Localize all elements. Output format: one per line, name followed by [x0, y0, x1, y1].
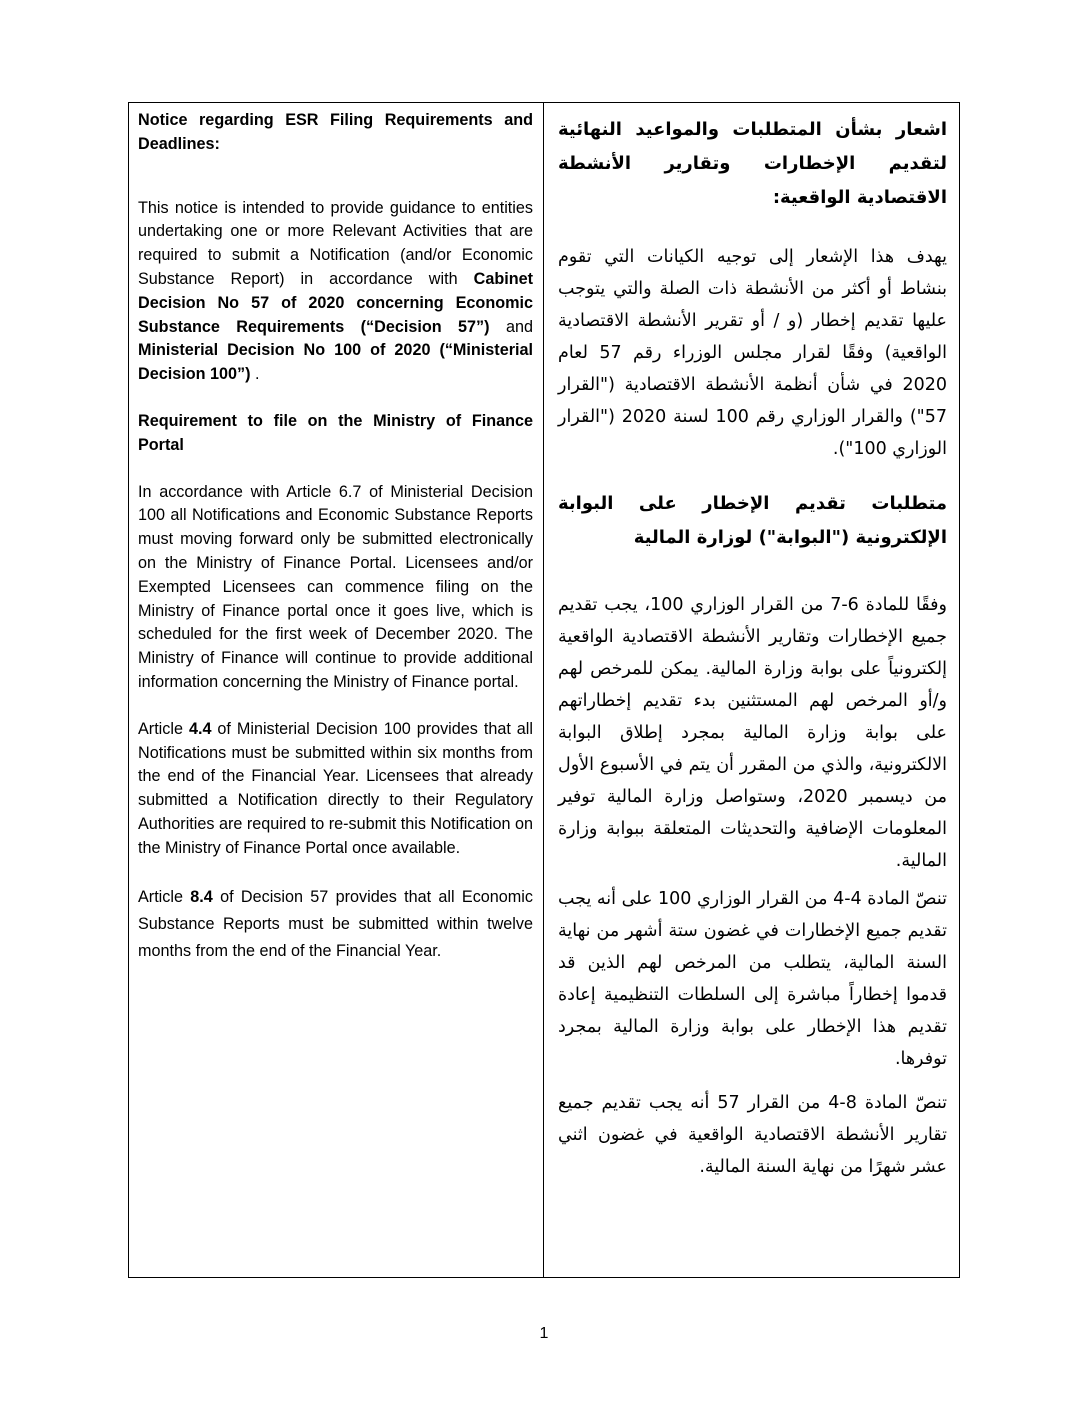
intro-text-2: and	[489, 317, 533, 336]
english-heading: Notice regarding ESR Filing Requirements and Deadlines:	[138, 111, 533, 153]
arabic-article-8-4-paragraph: تنصّ المادة 8-4 من القرار 57 أنه يجب تقديم جميع تقارير الأنشطة الاقتصادية الواقعية في غضون اثني عشر شهرًا من نهاية السنة المالية.	[558, 1093, 947, 1177]
arabic-portal-heading: متطلبات تقديم الإخطار على البوابة الإلكترونية ("البوابة") لوزارة المالية	[558, 493, 947, 548]
article-84-text-2: of Decision 57 provides that all Economic Substance Reports must be submitted within twelve months from the end of the Financial Year.	[138, 887, 533, 960]
english-article-8-4-paragraph	[138, 884, 533, 965]
arabic-article-4-4-paragraph: تنصّ المادة 4-4 من القرار الوزاري 100 على أنه يجب تقديم جميع الإخطارات في غضون ستة أشهر من نهاية السنة المالية، يتطلب من المرخص لهم الذين قد قدموا إخطاراً مباشرة إلى السلطات التنظيمية إعادة تقديم هذا الإخطار على بوابة وزارة المالية بمجرد توفرها.	[558, 889, 947, 1069]
intro-bold-decision-100: Ministerial Decision No 100 of 2020 (“Ministerial Decision 100”)	[138, 341, 533, 384]
page-number: 1	[539, 1325, 549, 1342]
arabic-column	[544, 103, 959, 1277]
english-article-4-4-paragraph	[138, 718, 533, 861]
article-44-text-2: of Ministerial Decision 100 provides that all Notifications must be submitted within six months from the end of the Financial Year. Licensees that already submitted a Notification directly to their Regulatory Authorities are required to re-submit this Notification on the Ministry of Finance Portal once available.	[138, 719, 533, 857]
article-84-bold-number: 8.4	[190, 887, 213, 906]
english-portal-heading: Requirement to file on the Ministry of Finance Portal	[138, 411, 533, 454]
article-44-bold-number: 4.4	[188, 719, 212, 738]
english-intro-paragraph	[138, 197, 533, 387]
arabic-heading: اشعار بشأن المتطلبات والمواعيد النهائية لتقديم الإخطارات وتقارير الأنشطة الاقتصادية الواقعية:	[558, 119, 947, 208]
arabic-portal-paragraph: وفقًا للمادة 6-7 من القرار الوزاري 100، يجب تقديم جميع الإخطارات وتقارير الأنشطة الاقتصادية الواقعية إلكترونياً على بوابة وزارة المالية. يمكن للمرخص لهم و/أو المرخص لهم المستثنين بدء تقديم إخطاراتهم على بوابة وزارة المالية بمجرد إطلاق البوابة الالكترونية، والذي من المقرر أن يتم في الأسبوع الأول من ديسمبر 2020، وستواصل وزارة المالية توفير المعلومات الإضافية والتحديثات المتعلقة ببوابة وزارة المالية.	[558, 595, 947, 871]
intro-bold-decision-57: Cabinet Decision No 57 of 2020 concerning Economic Substance Requirements (“Decision 57”)	[138, 269, 533, 336]
arabic-intro-paragraph: يهدف هذا الإشعار إلى توجيه الكيانات التي تقوم بنشاط أو أكثر من الأنشطة ذات الصلة والتي يتوجب عليها تقديم إخطار (و / أو تقرير الأنشطة الاقتصادية الواقعية) وفقًا لقرار مجلس الوزراء رقم 57 لعام 2020 في شأن أنظمة الأنشطة الاقتصادية ("القرار 57") والقرار الوزاري رقم 100 لسنة 2020 ("القرار الوزاري 100").	[558, 247, 947, 459]
article-84-text-1: Article	[138, 887, 191, 906]
intro-text-3: .	[250, 365, 260, 384]
english-portal-paragraph: In accordance with Article 6.7 of Ministerial Decision 100 all Notifications and Economic Substance Reports must moving forward only be submitted electronically on the Ministry of Finance Portal. Licensees and/or Exempted Licensees can commence filing on the Ministry of Finance portal once it goes live, which is scheduled for the first week of December 2020. The Ministry of Finance will continue to provide additional information concerning the Ministry of Finance portal.	[138, 482, 533, 691]
intro-text-1: This notice is intended to provide guidance to entities undertaking one or more Relevant Activities that are required to submit a Notification (and/or Economic Substance Report) in accordance with	[138, 198, 533, 288]
english-column	[129, 103, 544, 1277]
bilingual-notice-table	[128, 102, 960, 1278]
article-44-text-1: Article	[138, 719, 189, 738]
